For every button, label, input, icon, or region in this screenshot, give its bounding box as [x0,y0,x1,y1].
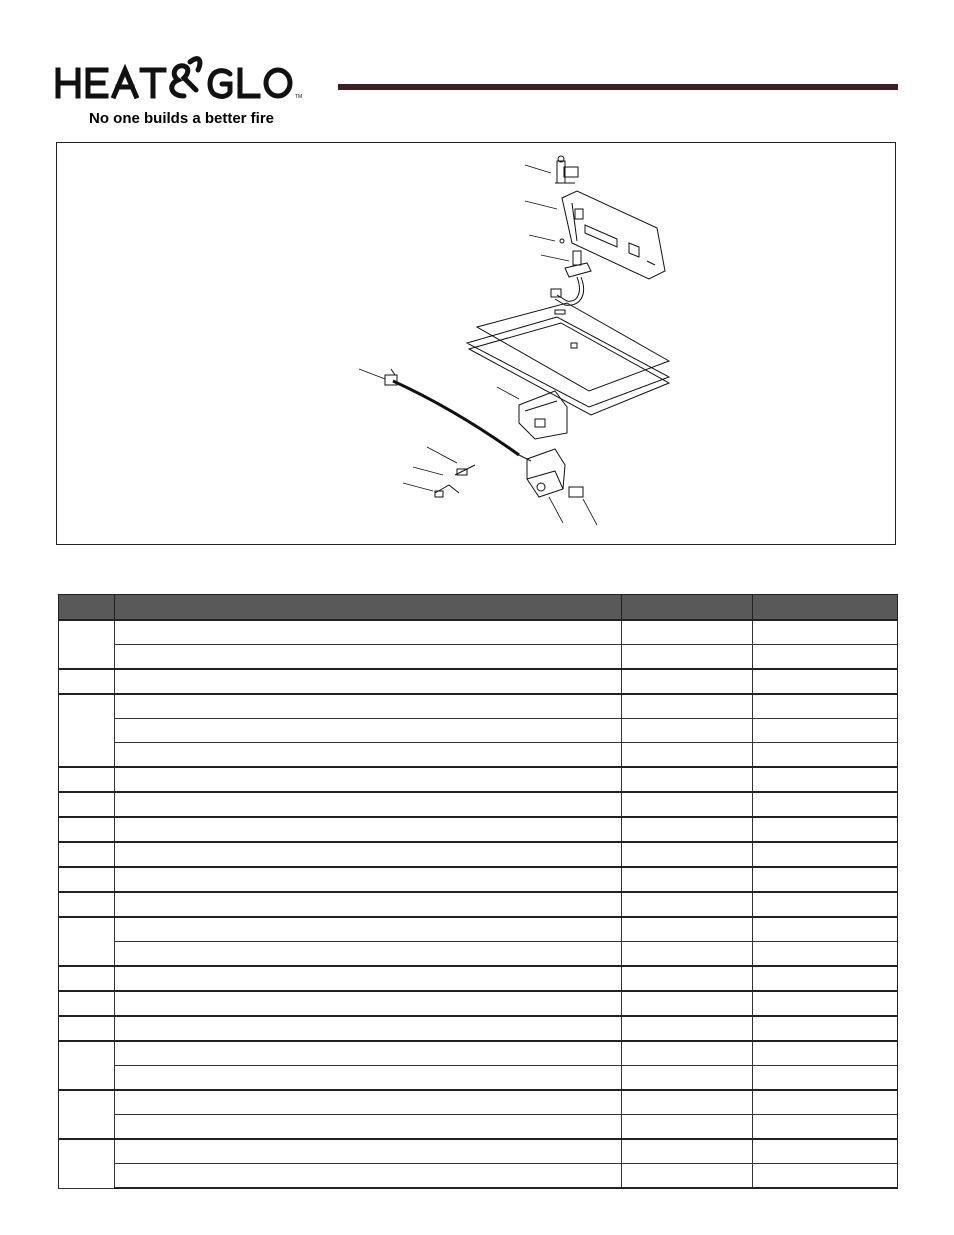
part-number-cell [622,792,753,817]
part-number-cell [622,1115,753,1140]
parts-list-table [58,594,898,1189]
header-cell-description [115,595,622,621]
qty-cell [753,694,898,719]
qty-cell [753,1016,898,1041]
ref-cell [59,1016,115,1041]
part-number-cell [622,966,753,991]
part-number-cell [622,620,753,645]
qty-cell [753,1115,898,1140]
qty-cell [753,719,898,743]
description-cell [115,1164,622,1189]
ref-cell [59,669,115,694]
table-row [59,817,898,842]
table-row [59,669,898,694]
part-number-cell [622,1164,753,1189]
table-row [59,1066,898,1091]
qty-cell [753,917,898,942]
ref-cell [59,892,115,917]
ref-cell [59,1090,115,1139]
qty-cell [753,1066,898,1091]
table-row [59,892,898,917]
valve-bracket-part [519,391,567,439]
exploded-parts-diagram [56,142,896,545]
qty-cell [753,645,898,670]
ref-cell [59,991,115,1016]
table-row [59,966,898,991]
description-cell [115,966,622,991]
description-cell [115,694,622,719]
table-row [59,942,898,967]
description-cell [115,669,622,694]
part-number-cell [622,991,753,1016]
qty-cell [753,867,898,892]
part-number-cell [622,694,753,719]
description-cell [115,719,622,743]
qty-cell [753,767,898,792]
table-row [59,719,898,743]
description-cell [115,991,622,1016]
table-row [59,1090,898,1115]
part-number-cell [622,817,753,842]
table-row [59,1115,898,1140]
qty-cell [753,1139,898,1164]
part-number-cell [622,1016,753,1041]
exploded-view-drawing [57,143,895,543]
page-header [0,0,954,140]
qty-cell [753,991,898,1016]
part-number-cell [622,719,753,743]
qty-cell [753,1164,898,1189]
table-header-row [59,595,898,621]
heat-glo-logo [52,50,332,106]
header-rule [338,84,898,90]
description-cell [115,817,622,842]
table-row [59,1016,898,1041]
orifice-fitting-part [565,251,591,277]
parts-table-body [59,620,898,1188]
description-cell [115,645,622,670]
description-cell [115,842,622,867]
ref-cell [59,817,115,842]
table-row [59,867,898,892]
ref-cell [59,767,115,792]
header-cell-ref [59,595,115,621]
table-row [59,917,898,942]
igniter-part [435,485,459,497]
base-plate-part [467,303,669,415]
part-number-cell [622,645,753,670]
ref-cell [59,1041,115,1090]
part-number-cell [622,1066,753,1091]
description-cell [115,867,622,892]
qty-cell [753,1090,898,1115]
qty-cell [753,942,898,967]
description-cell [115,792,622,817]
ref-cell [59,1139,115,1188]
qty-cell [753,620,898,645]
ref-cell [59,620,115,669]
description-cell [115,1041,622,1066]
part-number-cell [622,842,753,867]
svg-text:TM: TM [295,94,303,100]
description-cell [115,1066,622,1091]
table-row [59,694,898,719]
ref-cell [59,842,115,867]
part-number-cell [622,1041,753,1066]
table-row [59,620,898,645]
flex-gas-line-part [393,381,519,455]
screw-part [560,239,564,243]
part-number-cell [622,892,753,917]
part-number-cell [622,867,753,892]
part-number-cell [622,1139,753,1164]
brand-tagline: No one builds a better fire [89,110,275,127]
table-row [59,767,898,792]
table-row [59,1041,898,1066]
part-number-cell [622,743,753,768]
thermopile-part [455,465,475,475]
part-number-cell [622,669,753,694]
ref-cell [59,867,115,892]
table-row [59,1164,898,1189]
table-row [59,1139,898,1164]
ref-cell [59,694,115,767]
description-cell [115,917,622,942]
table-row [59,991,898,1016]
part-number-cell [622,1090,753,1115]
description-cell [115,1115,622,1140]
qty-cell [753,817,898,842]
description-cell [115,892,622,917]
header-cell-qty [753,595,898,621]
description-cell [115,1139,622,1164]
qty-cell [753,792,898,817]
qty-cell [753,743,898,768]
pilot-assembly-part [555,156,578,183]
part-number-cell [622,942,753,967]
ref-cell [59,966,115,991]
ref-cell [59,917,115,966]
qty-cell [753,966,898,991]
header-cell-part-number [622,595,753,621]
table-row [59,842,898,867]
description-cell [115,1090,622,1115]
table-row [59,792,898,817]
table-row [59,743,898,768]
ref-cell [59,792,115,817]
qty-cell [753,669,898,694]
description-cell [115,620,622,645]
description-cell [115,1016,622,1041]
gas-valve-part [519,449,565,497]
part-number-cell [622,767,753,792]
qty-cell [753,1041,898,1066]
fitting-part [569,487,583,497]
part-number-cell [622,917,753,942]
description-cell [115,767,622,792]
table-row [59,645,898,670]
description-cell [115,942,622,967]
qty-cell [753,842,898,867]
qty-cell [753,892,898,917]
description-cell [115,743,622,768]
bracket-panel-part [562,191,665,279]
